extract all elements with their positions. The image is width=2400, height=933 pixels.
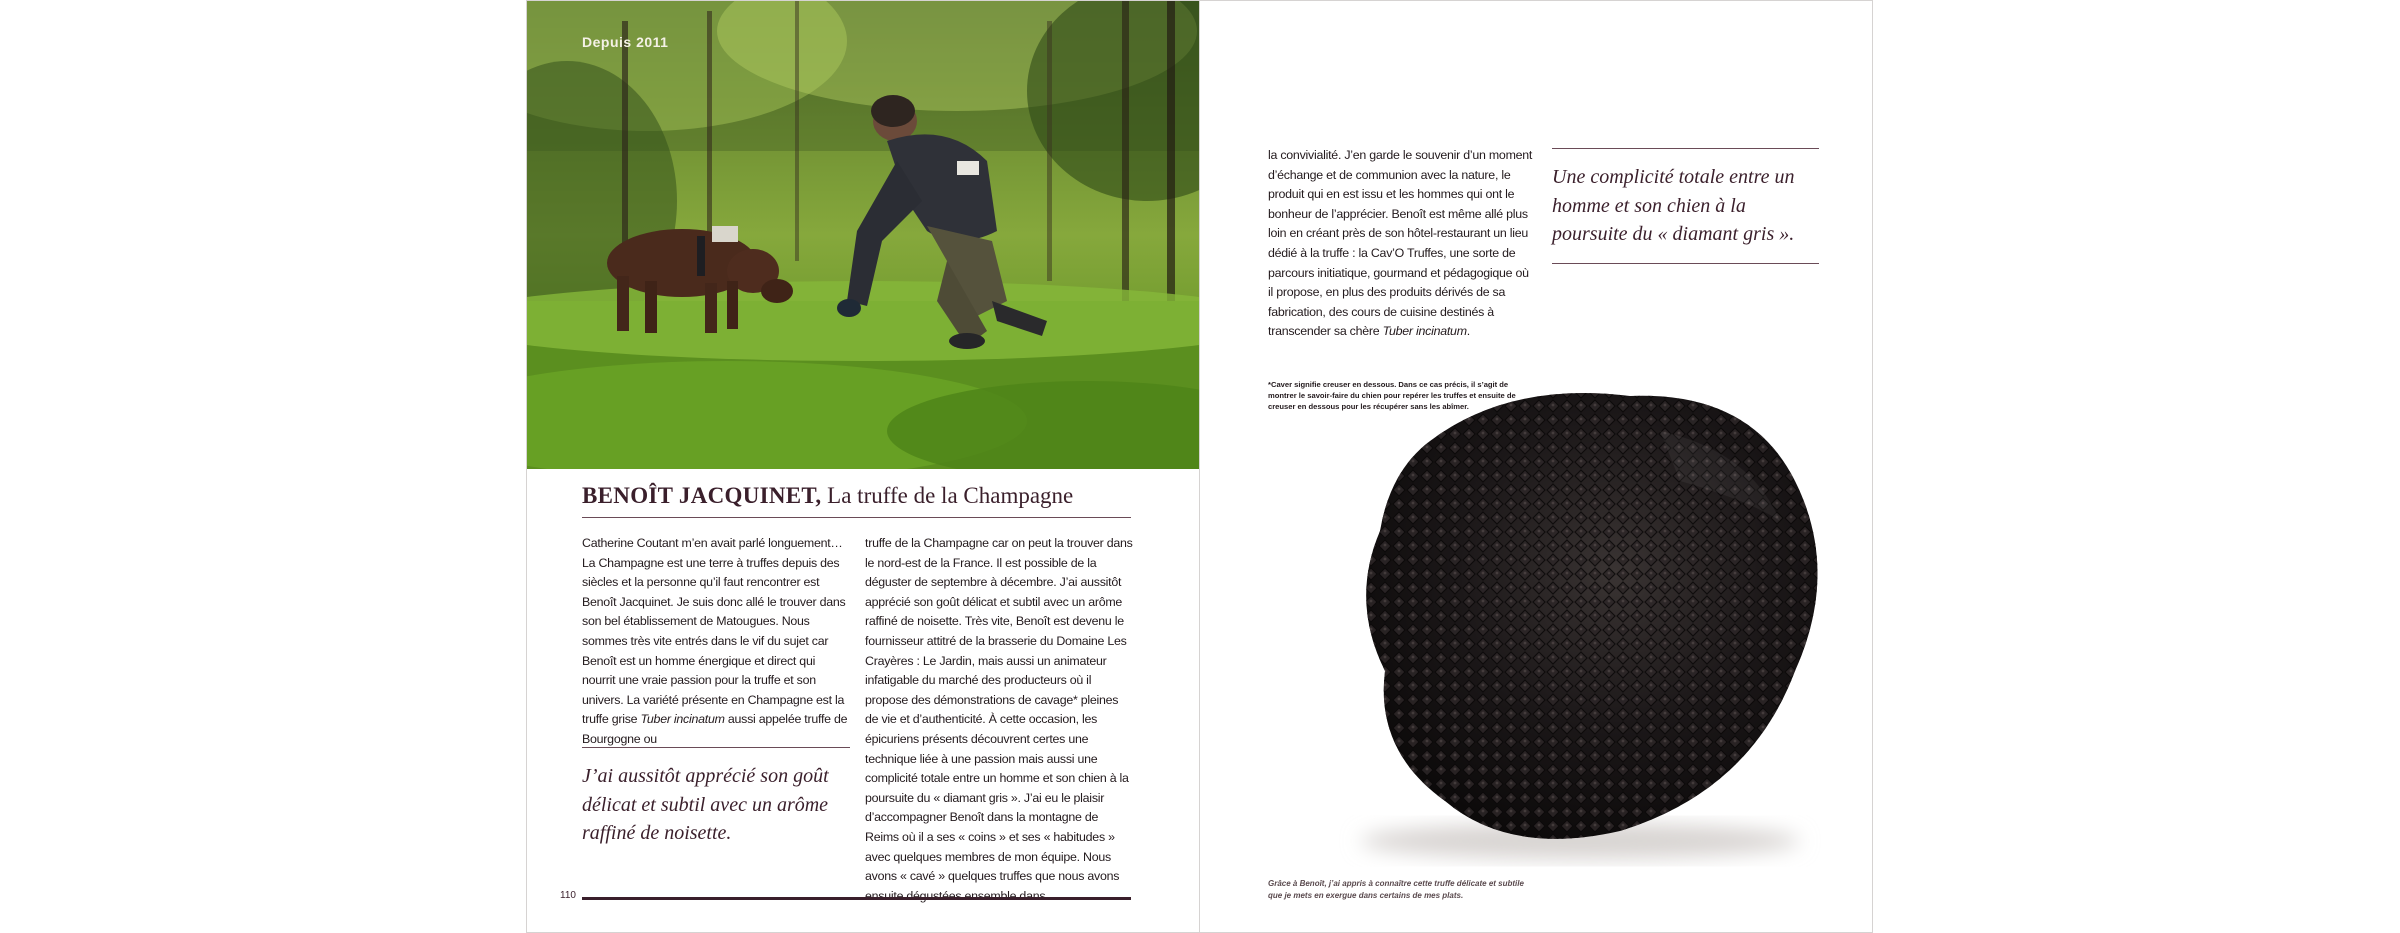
footnote: *Caver signifie creuser en dessous. Dans ce cas précis, il s’agit de montrer le savoir-faire du chien pour repérer les truffes et ensuite de creuser en dessous pour les récupérer sans les abîmer. [1268, 380, 1516, 411]
truffle-photo [1280, 371, 1840, 871]
column-3-text-end: . [1466, 324, 1470, 339]
article-column-3 [1268, 146, 1536, 342]
column-1-text [582, 534, 850, 750]
photo-caption: Depuis 2011 [582, 34, 669, 50]
column-1-text-a: Catherine Coutant m’en avait parlé longuement… La Champagne est une terre à truffes depuis des siècles et la personne qu’il faut rencontrer est Benoît Jacquinet. Je suis donc allé le trouver dans son bel établissement de Matougues. Nous sommes très vite entrés dans le vif du sujet car Benoît est un homme énergique et direct qui nourrit une vraie passion pour la truffe et son univers. La variété présente en Champagne est la truffe grise [582, 536, 846, 727]
forest-scene-illustration [527, 1, 1199, 469]
column-1-italic-species: Tuber incinatum [640, 712, 725, 727]
column-3-italic-species: Tuber incinatum [1382, 324, 1467, 339]
truffle-caption: Grâce à Benoît, j’ai appris à connaître cette truffe délicate et subtile que je mets en exergue dans certains de mes plats. [1268, 879, 1524, 900]
right-page [1199, 0, 1873, 933]
truffle-illustration [1280, 371, 1840, 871]
pull-quote-left: J’ai aussitôt apprécié son goût délicat et subtil avec un arôme raffiné de noisette. [582, 747, 850, 848]
pull-quote-right: Une complicité totale entre un homme et son chien à la poursuite du « diamant gris ». [1552, 148, 1819, 264]
truffle-hunter-photo [527, 1, 1199, 469]
heading-subtitle: La truffe de la Champagne [821, 483, 1074, 508]
page-number: 110 [560, 890, 576, 901]
column-1-text-b: aussi appelée truffe de Bourgogne ou [582, 712, 848, 746]
article-heading [582, 483, 1131, 518]
article-column-1 [582, 534, 850, 750]
column-3-text-a: la convivialité. J’en garde le souvenir d’un moment d’échange et de communion avec la nature, le produit qui en est issu et les hommes qui ont le bonheur de l’apprécier. Benoît est même allé plus loin en créant près de son hôtel-restaurant un lieu dédié à la truffe : la Cav’O Truffes, une sorte de parcours initiatique, gourmand et pédagogique où il propose, en plus des produits dérivés de sa fabrication, des cours de cuisine destinés à transcender sa chère [1268, 148, 1533, 339]
left-page [526, 0, 1200, 933]
article-column-2 [865, 534, 1133, 906]
column-2-text: truffe de la Champagne car on peut la trouver dans le nord-est de la France. Il est possible de la déguster de septembre à décembre. J’ai aussitôt apprécié son goût délicat et subtil avec un arôme raffiné de noisette. Très vite, Benoît est devenu le fournisseur attitré de la brasserie du Domaine Les Crayères : Le Jardin, mais aussi un animateur infatigable du marché des producteurs où il propose des démonstrations de cavage* pleines de vie et d’authenticité. À cette occasion, les épicuriens présents découvrent certes une technique liée à une passion mais aussi une complicité totale entre un homme et son chien à la poursuite du « diamant gris ». J’ai eu le plaisir d’accompagner Benoît dans la montagne de Reims où il a ses « coins » et ses « habitudes » avec quelques membres de mon équipe. Nous avons « cavé » quelques truffes que nous avons ensuite dégustées ensemble dans [865, 536, 1133, 903]
heading-name: BENOÎT JACQUINET, [582, 483, 822, 508]
column-3-text [1268, 146, 1536, 342]
bottom-rule [582, 897, 1131, 900]
